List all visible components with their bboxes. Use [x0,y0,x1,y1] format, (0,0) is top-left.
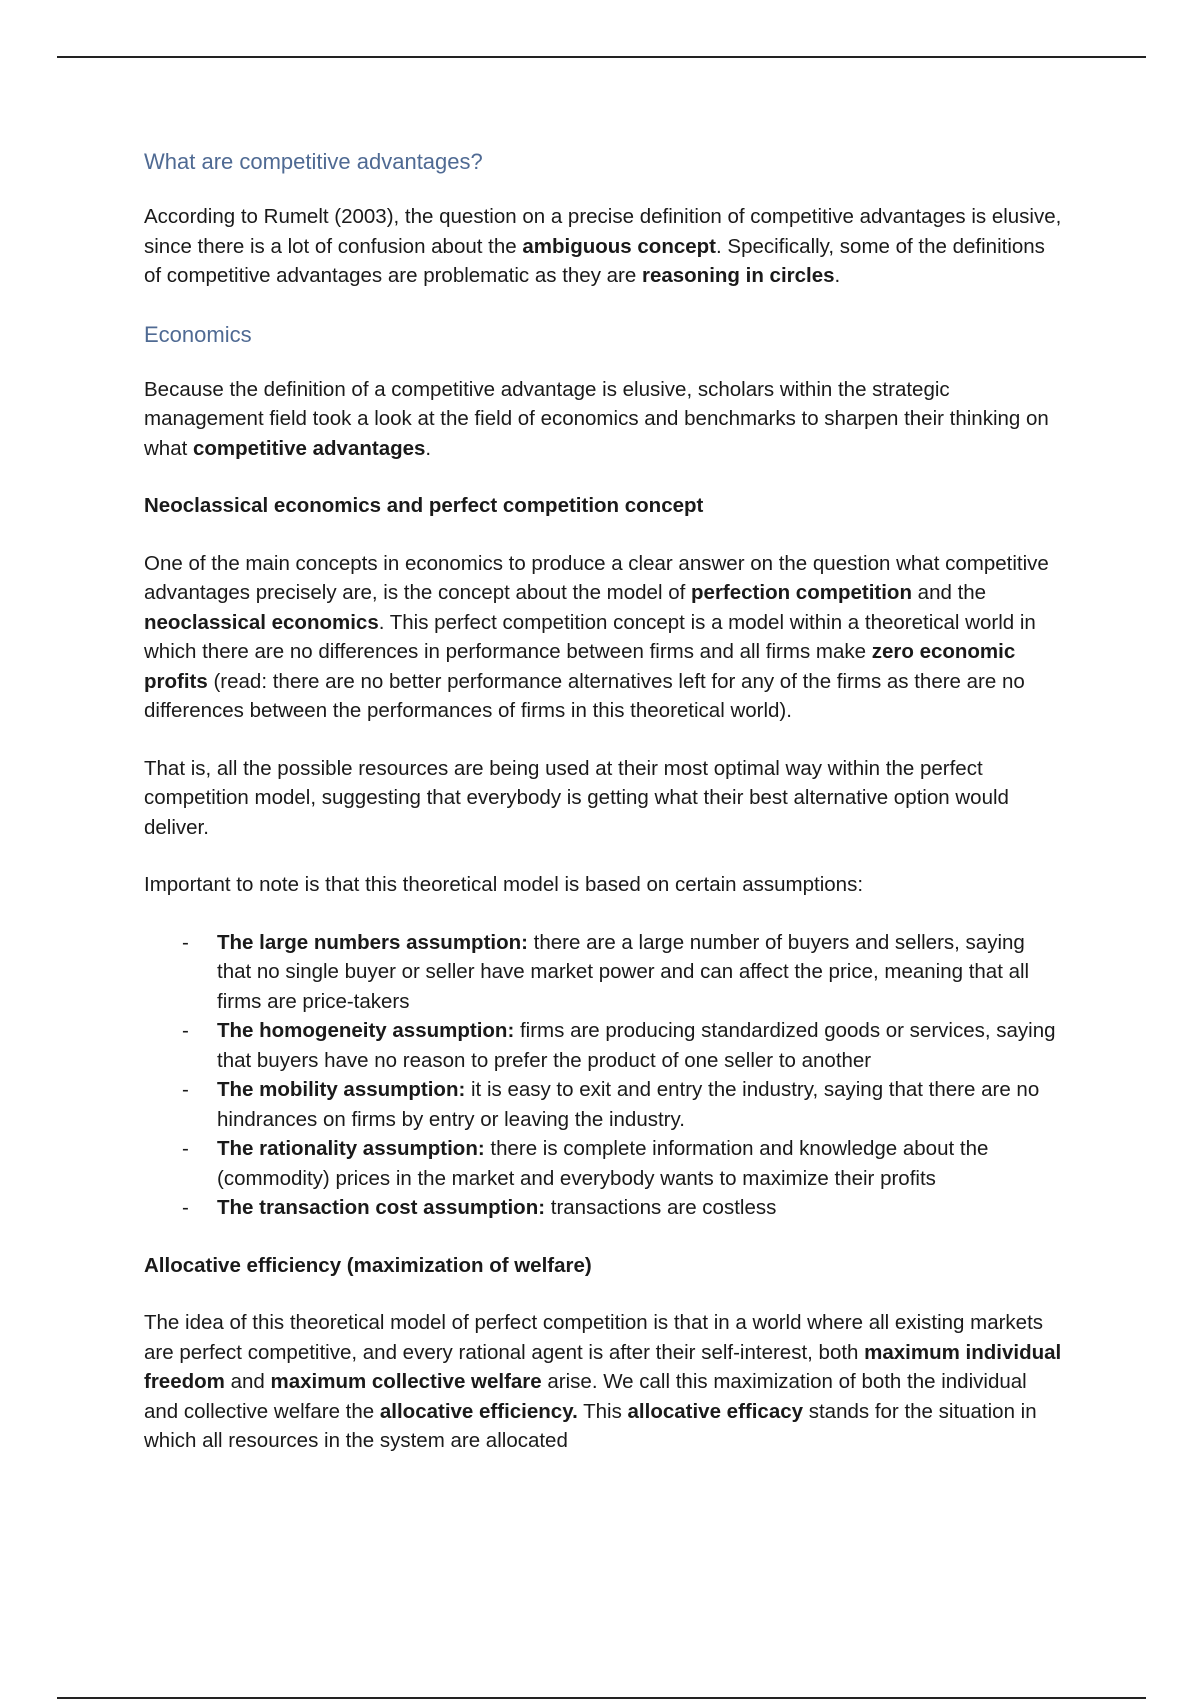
neoclassical-bold: perfection competition [691,581,912,604]
neoclassical-text: . This perfect competition concept is a model within a theoretical world in which there are no differences in performance between firms and all firms make [144,610,1036,663]
assumption-title: The rationality assumption: [217,1137,485,1160]
list-item [144,1134,1064,1193]
allocative-bold: allocative efficacy [627,1399,804,1423]
allocative-text: arise. We call this maximization of both the individual and collective welfare the [144,1370,1027,1423]
allocative-text: stands for the situation in which all resources in the system are allocated [144,1399,1037,1452]
intro-text: . [834,264,841,287]
assumption-title: The mobility assumption: [217,1078,466,1101]
intro-bold: ambiguous concept [522,234,716,258]
neoclassical-paragraph [144,549,1064,726]
bullet-dash: - [182,1078,189,1101]
bullet-dash: - [182,1137,189,1160]
assumption-text: firms are producing standardized goods or services, saying that buyers have no reason to prefer the product of one seller to another [217,1019,1056,1072]
heading-competitive-advantages: What are competitive advantages? [144,149,483,174]
economics-text: Because the definition of a competitive advantage is elusive, scholars within the strategic management field took a look at the field of economics and benchmarks to sharpen their thinking on what [144,377,1049,460]
bullet-dash: - [182,1019,189,1042]
intro-paragraph [144,202,1064,291]
bottom-rule [57,1697,1146,1699]
assumption-title: The homogeneity assumption: [217,1019,515,1042]
bullet-dash: - [182,1196,189,1219]
neoclassical-text: and the [911,581,987,604]
allocative-text: and [224,1370,271,1393]
assumptions-list [144,928,1064,1223]
resources-paragraph: That is, all the possible resources are being used at their most optimal way within the perfect competition model, suggesting that everybody is getting what their best alternative option would deliver. [144,756,1009,839]
subheading-allocative: Allocative efficiency (maximization of welfare) [144,1253,592,1277]
intro-text: . Specifically, some of the definitions of competitive advantages are problematic as they are [144,234,1045,287]
neoclassical-bold: neoclassical economics [144,610,379,634]
assumption-text: transactions are costless [545,1196,777,1219]
assumptions-intro: Important to note is that this theoretical model is based on certain assumptions: [144,873,864,896]
neoclassical-bold: zero economic profits [144,640,1016,693]
assumption-text: there are a large number of buyers and sellers, saying that no single buyer or seller have market power and can affect the price, meaning that all firms are price-takers [217,930,1030,1013]
list-item [144,1193,1064,1223]
neoclassical-text: One of the main concepts in economics to produce a clear answer on the question what competitive advantages precisely are, is the concept about the model of [144,551,1049,604]
allocative-text: This [577,1399,628,1423]
assumption-title: The transaction cost assumption: [217,1196,546,1219]
list-item [144,1075,1064,1134]
allocative-bold: maximum collective welfare [270,1370,542,1393]
economics-paragraph [144,375,1064,464]
top-rule [57,56,1146,58]
assumption-title: The large numbers assumption: [217,930,528,954]
bullet-dash: - [182,930,189,954]
intro-bold: reasoning in circles [641,264,835,287]
economics-bold: competitive advantages [193,436,426,460]
allocative-paragraph [144,1308,1064,1456]
heading-economics: Economics [144,321,252,347]
assumption-text: there is complete information and knowledge about the (commodity) prices in the market and everybody wants to maximize their profits [217,1137,989,1190]
neoclassical-text: (read: there are no better performance alternatives left for any of the firms as there are no differences between the performances of firms in this theoretical world). [144,669,1025,722]
document-body [144,146,1064,1484]
subheading-neoclassical: Neoclassical economics and perfect competition concept [144,494,704,517]
intro-text: According to Rumelt (2003), the question on a precise definition of competitive advantages is elusive, since there is a lot of confusion about the [144,205,1062,258]
allocative-bold: allocative efficiency. [379,1399,578,1423]
economics-text: . [425,436,432,460]
list-item [144,1016,1064,1075]
allocative-text: The idea of this theoretical model of perfect competition is that in a world where all existing markets are perfect competitive, and every rational agent is after their self-interest, both [144,1311,1044,1364]
allocative-bold: maximum individual freedom [144,1340,1062,1393]
list-item [144,928,1064,1017]
assumption-text: it is easy to exit and entry the industry, saying that there are no hindrances on firms by entry or leaving the industry. [217,1078,1040,1131]
